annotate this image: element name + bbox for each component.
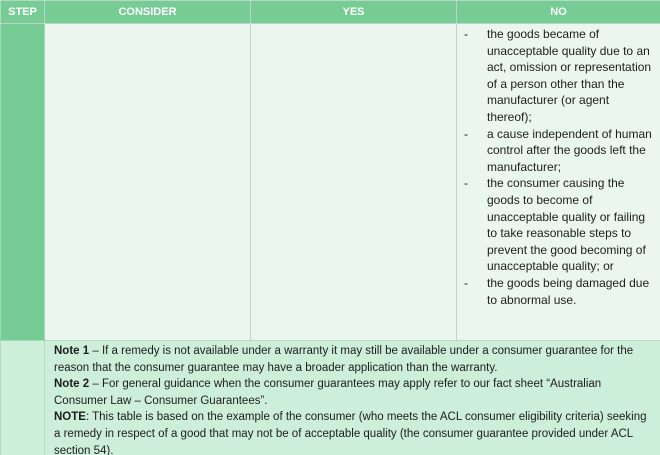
list-item-text: the consumer causing the goods to become of unacceptable quality or failing to take reasonable steps to prevent the good becoming of unacceptable quality; or: [487, 176, 646, 274]
list-item-text: the goods being damaged due to abnormal use.: [487, 275, 650, 307]
note-2: [54, 376, 654, 409]
header-yes: YES: [251, 1, 457, 24]
table-header-row: [1, 1, 660, 24]
note-3-text: : This table is based on the example of the consumer (who meets the ACL consumer eligibility criteria) seeking a remedy in respect of a good that may not be of acceptable quality (the consumer guarantee provided under ACL section 54).: [54, 411, 647, 455]
list-item: [457, 126, 654, 176]
note-2-label: Note 2: [54, 378, 90, 391]
note-2-text: – For general guidance when the consumer guarantees may apply refer to our fact sheet “Australian Consumer Law – Consumer Guarantees”.: [54, 378, 602, 407]
note-3-label: NOTE: [54, 411, 86, 424]
list-item-text: the goods became of unacceptable quality due to an act, omission or representation of a person other than the manufacturer (or agent thereof);: [487, 27, 652, 124]
bullet-dash: -: [464, 27, 468, 41]
no-cell: [457, 24, 660, 341]
note-1-text: – If a remedy is not available under a warranty it may still be available under a consumer guarantee for the reason that the consumer guarantee may have a broader application than the warranty.: [54, 345, 634, 374]
header-consider: CONSIDER: [45, 1, 251, 24]
note-3: [54, 409, 654, 455]
list-item: [457, 175, 654, 275]
header-step: STEP: [1, 1, 45, 24]
table-row: [1, 24, 660, 341]
notes-cell: [45, 341, 660, 455]
bullet-dash: -: [464, 176, 468, 191]
yes-cell: [251, 24, 457, 341]
note-1-label: Note 1: [54, 345, 90, 357]
notes-step-cell: [1, 341, 45, 455]
step-cell: [1, 24, 45, 341]
consider-cell: [45, 24, 251, 341]
list-item: [457, 275, 654, 308]
header-no: NO: [457, 1, 660, 24]
list-item: [457, 26, 654, 126]
no-conditions-list: [457, 26, 654, 308]
note-1: [54, 343, 654, 376]
notes-row: [1, 341, 660, 455]
bullet-dash: -: [464, 275, 468, 290]
bullet-dash: -: [464, 126, 468, 141]
list-item-text: a cause independent of human control after the goods left the manufacturer;: [487, 126, 652, 174]
